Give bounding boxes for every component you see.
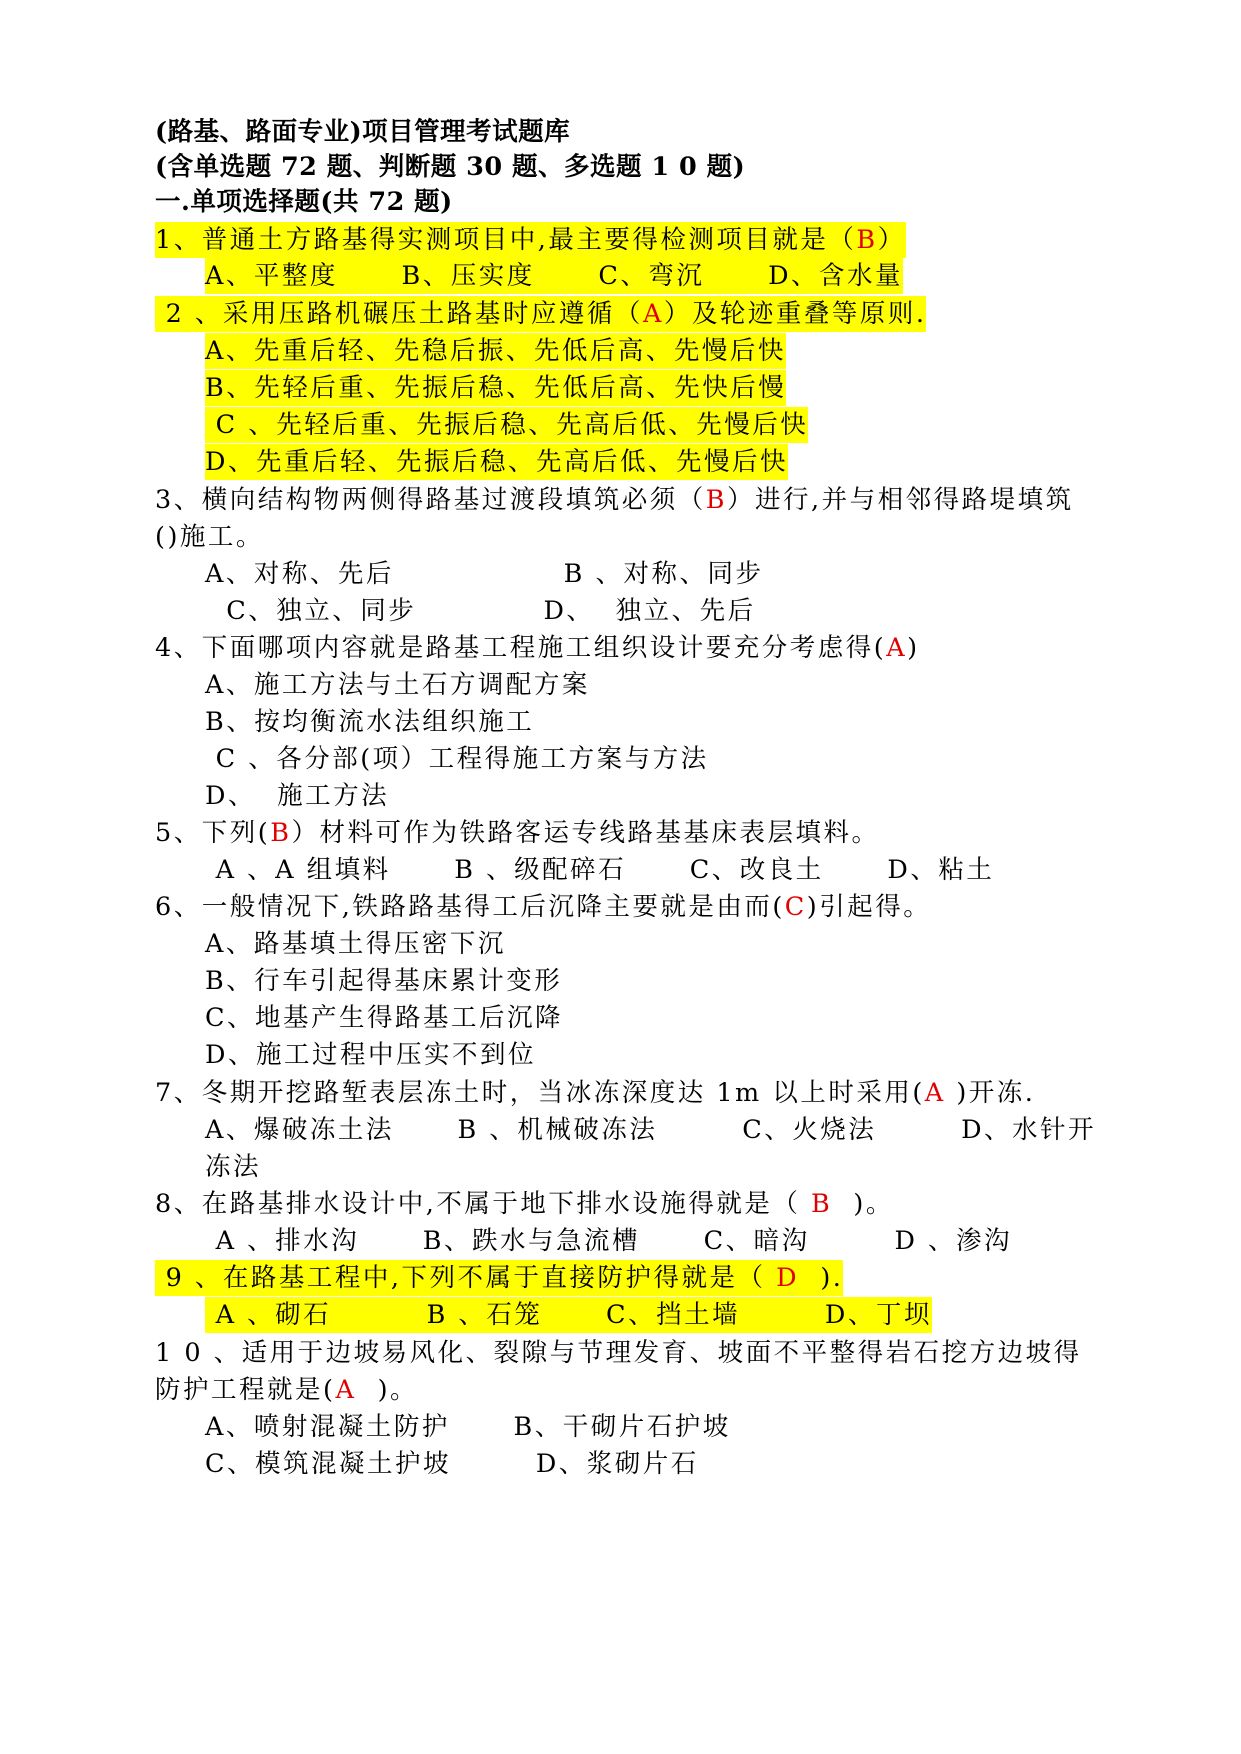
question-4-option-c: C 、各分部(项）工程得施工方案与方法 <box>205 744 709 774</box>
question-9-stem: 9 、在路基工程中,下列不属于直接防护得就是（ D ). <box>155 1260 843 1296</box>
answer-mark: A <box>642 299 664 329</box>
answer-mark: B <box>810 1189 833 1219</box>
question-7-options: A、爆破冻土法 B 、机械破冻法 C、火烧法 D、水针开 <box>205 1115 1097 1145</box>
question-6-option-a: A、路基填土得压密下沉 <box>205 929 506 959</box>
question-10-stem: 1 0 、适用于边坡易风化、裂隙与节理发育、坡面不平整得岩石挖方边坡得 <box>155 1338 1082 1368</box>
question-1-options: A、平整度 B、压实度 C、弯沉 D、含水量 <box>205 258 903 294</box>
question-6-option-b: B、行车引起得基床累计变形 <box>205 966 563 996</box>
answer-mark: B <box>856 225 878 255</box>
question-4-option-a: A、施工方法与土石方调配方案 <box>205 670 590 700</box>
question-4-stem: 4、下面哪项内容就是路基工程施工组织设计要充分考虑得(A) <box>155 633 920 663</box>
doc-subtitle: (含单选题 72 题、判断题 30 题、多选题 1 0 题) <box>155 152 746 182</box>
answer-mark: D <box>776 1263 800 1293</box>
answer-mark: B <box>705 485 727 515</box>
question-6-option-d: D、施工过程中压实不到位 <box>205 1040 536 1070</box>
answer-mark: A <box>924 1078 946 1108</box>
question-2-stem: 2 、采用压路机碾压土路基时应遵循（A）及轮迹重叠等原则. <box>155 296 926 332</box>
question-8-stem: 8、在路基排水设计中,不属于地下排水设施得就是（ B )。 <box>155 1189 894 1219</box>
question-6-option-c: C、地基产生得路基工后沉降 <box>205 1003 564 1033</box>
answer-mark: A <box>886 633 908 663</box>
question-4-option-b: B、按均衡流水法组织施工 <box>205 707 535 737</box>
answer-mark: A <box>335 1375 357 1405</box>
question-3-stem-cont: ()施工。 <box>155 522 264 552</box>
question-9-options: A 、砌石 B 、石笼 C、挡土墙 D、丁坝 <box>205 1297 932 1333</box>
doc-title: (路基、路面专业)项目管理考试题库 <box>155 117 571 147</box>
section-heading: 一.单项选择题(共 72 题) <box>155 187 453 217</box>
question-2-option-d: D、先重后轻、先振后稳、先高后低、先慢后快 <box>205 444 788 480</box>
question-10-options-row-1: A、喷射混凝土防护 B、干砌片石护坡 <box>205 1412 731 1442</box>
question-3-options-row-1: A、对称、先后 B 、对称、同步 <box>205 559 764 589</box>
question-5-options: A 、A 组填料 B 、级配碎石 C、改良土 D、粘土 <box>205 855 995 885</box>
question-2-option-b: B、先轻后重、先振后稳、先低后高、先快后慢 <box>205 370 786 406</box>
question-3-stem: 3、横向结构物两侧得路基过渡段填筑必须（B）进行,并与相邻得路堤填筑 <box>155 485 1074 515</box>
question-5-stem: 5、下列(B）材料可作为铁路客运专线路基基床表层填料。 <box>155 818 880 848</box>
question-7-options-wrap: 冻法 <box>205 1152 262 1182</box>
question-10-options-row-2: C、模筑混凝土护坡 D、浆砌片石 <box>205 1449 699 1479</box>
question-2-option-c: C 、先轻后重、先振后稳、先高后低、先慢后快 <box>205 407 808 443</box>
question-8-options: A 、排水沟 B、跌水与急流槽 C、暗沟 D 、渗沟 <box>205 1226 1013 1256</box>
question-7-stem: 7、冬期开挖路堑表层冻土时，当冰冻深度达 1m 以上时采用(A )开冻. <box>155 1078 1036 1108</box>
question-1-stem: 1、普通土方路基得实测项目中,最主要得检测项目就是（B） <box>155 222 906 258</box>
answer-mark: C <box>784 892 807 922</box>
question-6-stem: 6、一般情况下,铁路路基得工后沉降主要就是由而(C)引起得。 <box>155 892 932 922</box>
question-4-option-d: D、 施工方法 <box>205 781 390 811</box>
answer-mark: B <box>270 818 292 848</box>
question-2-option-a: A、先重后轻、先稳后振、先低后高、先慢后快 <box>205 333 786 369</box>
question-10-stem-cont: 防护工程就是(A )。 <box>155 1375 419 1405</box>
question-3-options-row-2: C、独立、同步 D、 独立、先后 <box>205 596 756 626</box>
